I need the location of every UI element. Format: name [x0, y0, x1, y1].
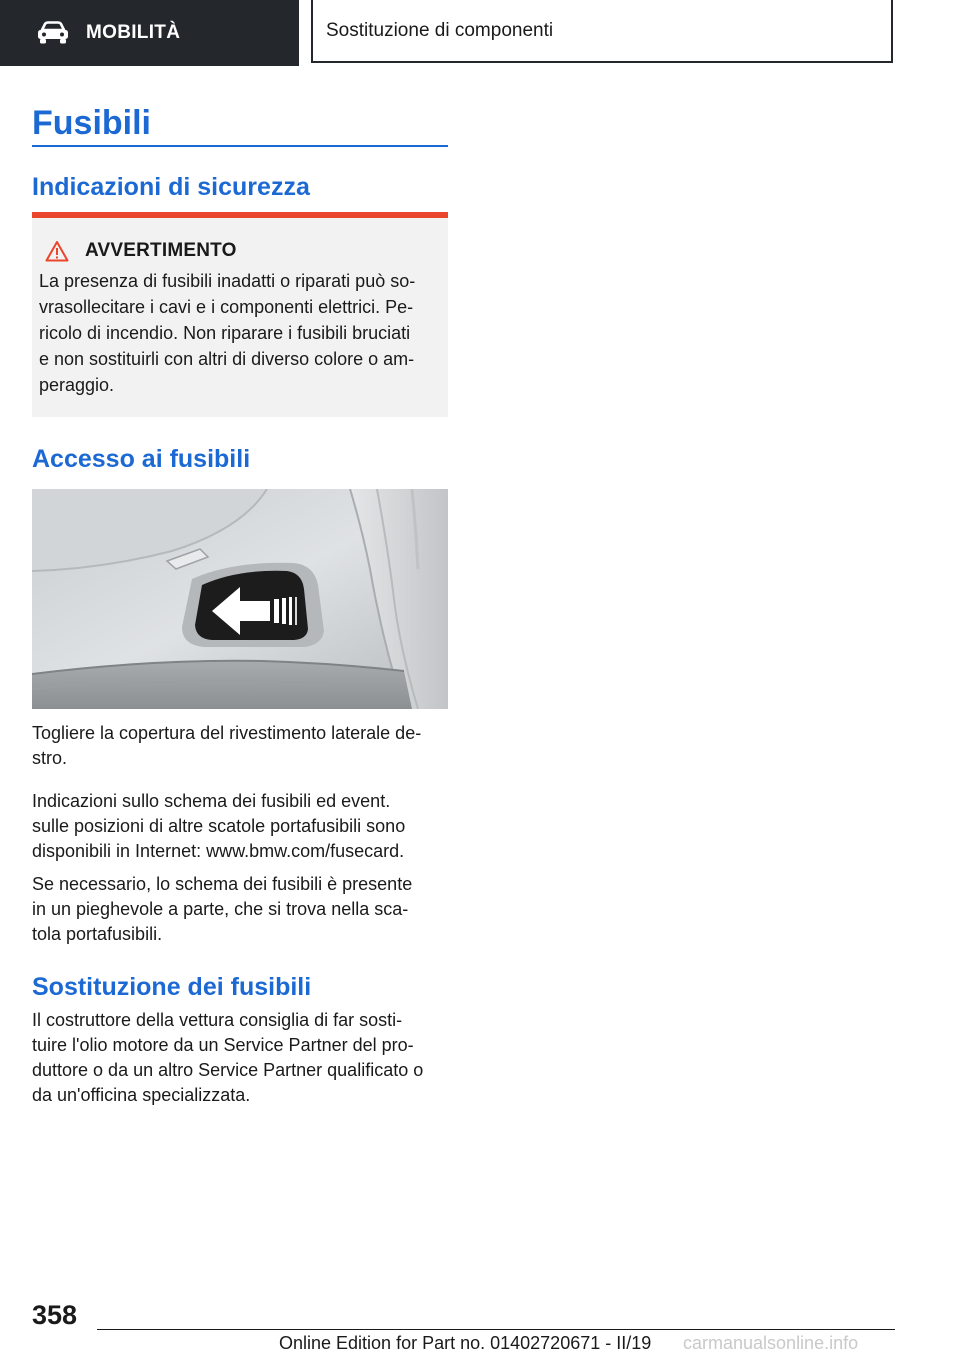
warning-box [32, 218, 448, 417]
text-line: stro. [32, 748, 68, 768]
warning-label: AVVERTIMENTO [85, 240, 237, 261]
text-line: duttore o da un altro Service Partner qualificato o [32, 1060, 424, 1080]
text-line: disponibili in Internet: www.bmw.com/fusecard. [32, 841, 405, 861]
access-paragraph-3 [32, 872, 448, 947]
topic-tab [311, 0, 893, 63]
warning-line: peraggio. [39, 375, 115, 395]
section-tab [0, 0, 299, 66]
replace-heading: Sostituzione dei fusibili [32, 973, 312, 1001]
text-line: Togliere la copertura del rivestimento laterale de- [32, 723, 422, 743]
text-line: Indicazioni sullo schema dei fusibili ed event. [32, 791, 391, 811]
warning-line: vrasollecitare i cavi e i componenti elettrici. Pe- [39, 297, 414, 317]
watermark: carmanualsonline.info [683, 1333, 859, 1353]
page-number: 358 [32, 1300, 78, 1330]
title-divider [32, 145, 448, 147]
text-line: tola portafusibili. [32, 924, 163, 944]
text-line: Il costruttore della vettura consiglia di far sosti- [32, 1010, 403, 1030]
replace-paragraph [32, 1008, 448, 1108]
access-paragraph-1 [32, 721, 448, 771]
text-line: tuire l'olio motore da un Service Partner del pro- [32, 1035, 414, 1055]
text-line: Se necessario, lo schema dei fusibili è presente [32, 874, 413, 894]
warning-line: e non sostituirli con altri di diverso colore o am- [39, 349, 415, 369]
page-title: Fusibili [32, 104, 151, 142]
access-heading: Accesso ai fusibili [32, 445, 251, 473]
warning-line: ricolo di incendio. Non riparare i fusibili bruciati [39, 323, 411, 343]
warning-line: La presenza di fusibili inadatti o riparati può so- [39, 271, 416, 291]
text-line: da un'officina specializzata. [32, 1085, 251, 1105]
safety-heading: Indicazioni di sicurezza [32, 173, 310, 201]
car-icon [36, 21, 70, 45]
warning-title-row [39, 238, 440, 264]
text-line: in un pieghevole a parte, che si trova nella sca- [32, 899, 409, 919]
topic-title: Sostituzione di componenti [326, 19, 554, 41]
trunk-fuse-cover-illustration [32, 489, 448, 709]
text-line: sulle posizioni di altre scatole portafusibili sono [32, 816, 406, 836]
edition-note: Online Edition for Part no. 01402720671 - II/19 [279, 1333, 652, 1353]
warning-triangle-icon [45, 240, 69, 262]
page-header [0, 0, 960, 66]
warning-text [39, 268, 440, 398]
section-title: MOBILITÀ [86, 22, 181, 43]
access-paragraph-2 [32, 789, 448, 864]
footer-divider [97, 1329, 895, 1330]
